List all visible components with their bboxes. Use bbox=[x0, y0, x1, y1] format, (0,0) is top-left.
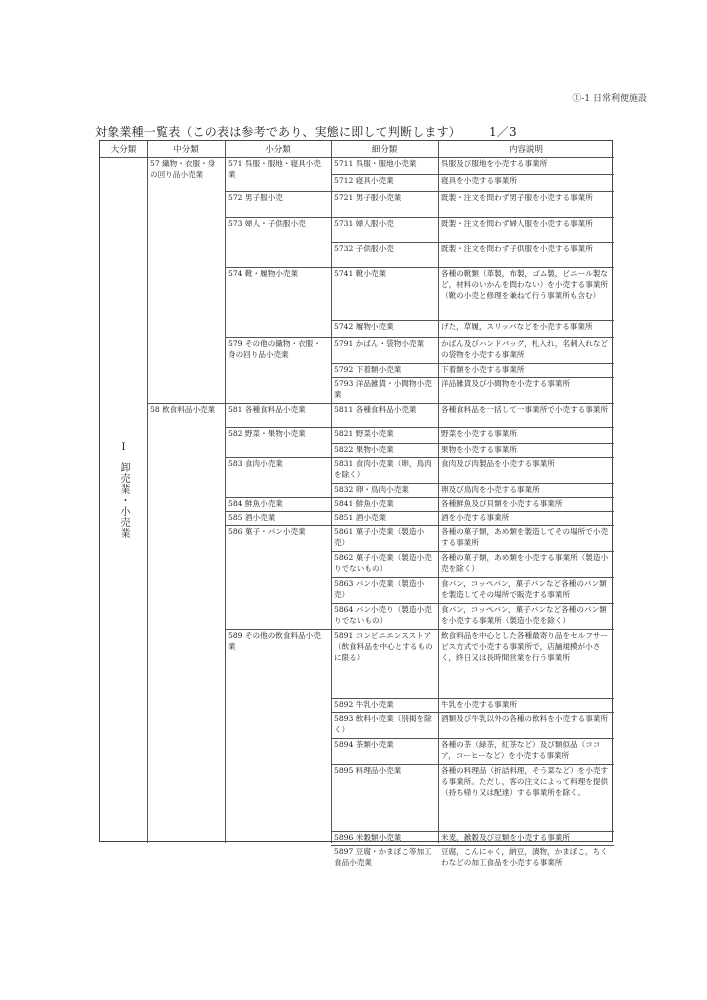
description-cell: 各種の菓子類，あめ類を製造してその場所で小売する事業所 bbox=[441, 527, 609, 547]
chu-category: 57 織物・衣服・身の回り品小売業 bbox=[150, 159, 216, 179]
sho-category: 574 靴・履物小売業 bbox=[228, 269, 299, 278]
sai-category: 5891 コンビニエンスストア（飲食料品を中心とするものに限る） bbox=[334, 631, 433, 662]
column-header-desc: 内容説明 bbox=[508, 145, 543, 155]
dai-number: I bbox=[121, 442, 126, 453]
sai-category: 5792 下着類小売業 bbox=[334, 365, 402, 374]
sai-category: 5793 洋品雑貨・小間物小売業 bbox=[334, 379, 432, 399]
sai-category: 5894 茶類小売業 bbox=[334, 740, 394, 749]
description-cell: 各種の靴類（革製，布製，ゴム製，ビニール製など，材料のいかんを問わない）を小売する事業所（靴の小売と修理を兼ねて行う事業所も含む） bbox=[441, 269, 609, 300]
description-cell: 洋品雑貨及び小間物を小売する事業所 bbox=[441, 379, 571, 388]
sho-category: 583 食肉小売業 bbox=[228, 459, 283, 468]
description-cell: 各種食料品を一括して一事業所で小売する事業所 bbox=[441, 405, 609, 414]
description-cell: 食肉及び肉製品を小売する事業所 bbox=[441, 459, 555, 468]
sho-category: 586 菓子・パン小売業 bbox=[228, 527, 306, 536]
sai-category: 5893 飲料小売業（別掲を除く） bbox=[334, 714, 432, 734]
sai-category: 5831 食肉小売業（卵，鳥肉を除く） bbox=[334, 459, 432, 479]
column-header-chu: 中分類 bbox=[173, 145, 199, 155]
description-cell: 既製・注文を問わず男子服を小売する事業所 bbox=[441, 193, 593, 202]
description-cell: 各種鮮魚及び貝類を小売する事業所 bbox=[441, 499, 563, 508]
description-cell: 豆腐，こんにゃく，納豆，漬物，かまぼこ，ちくわなどの加工食品を小売する事業所 bbox=[441, 847, 608, 867]
description-cell: 各種の茶（緑茶，紅茶など）及び類似品（ココア，コーヒーなど）を小売する事業所 bbox=[441, 740, 601, 760]
description-cell: 野菜を小売する事業所 bbox=[441, 429, 517, 438]
description-cell: 食パン，コッペパン，菓子パンなど各種のパン類を小売する事業所（製造小売を除く） bbox=[441, 605, 607, 625]
page-title-row bbox=[95, 123, 517, 140]
page-code: ①-1 日常利便施設 bbox=[572, 94, 647, 104]
chu-category: 58 飲食料品小売業 bbox=[150, 405, 216, 414]
sai-category: 5841 鮮魚小売業 bbox=[334, 499, 394, 508]
description-cell: げた，草履，スリッパなどを小売する事業所 bbox=[441, 322, 593, 331]
sho-category: 579 その他の織物・衣服・身の回り品小売業 bbox=[228, 339, 321, 359]
sai-category: 5897 豆腐・かまぼこ等加工食品小売業 bbox=[334, 847, 432, 867]
sho-category: 572 男子服小売 bbox=[228, 193, 283, 202]
page-indicator: 1／3 bbox=[489, 125, 517, 139]
sai-category: 5741 靴小売業 bbox=[334, 269, 387, 278]
sai-category: 5896 米穀類小売業 bbox=[334, 833, 402, 842]
sho-category: 582 野菜・果物小売業 bbox=[228, 429, 306, 438]
sho-category: 589 その他の飲食料品小売業 bbox=[228, 631, 321, 651]
sai-category: 5712 寝具小売業 bbox=[334, 176, 394, 185]
sai-category: 5821 野菜小売業 bbox=[334, 429, 394, 438]
sai-category: 5862 菓子小売業（製造小売りでないもの） bbox=[334, 553, 432, 573]
sai-category: 5811 各種食料品小売業 bbox=[334, 405, 417, 414]
sai-category: 5731 婦人服小売 bbox=[334, 219, 394, 228]
sai-category: 5742 履物小売業 bbox=[334, 322, 394, 331]
description-cell: 既製・注文を問わず子供服を小売する事業所 bbox=[441, 244, 593, 253]
sai-category: 5863 パン小売業（製造小売） bbox=[334, 579, 425, 599]
description-cell: 牛乳を小売する事業所 bbox=[441, 700, 517, 709]
sai-category: 5892 牛乳小売業 bbox=[334, 700, 394, 709]
column-header-dai: 大分類 bbox=[110, 145, 137, 155]
page-title: 対象業種一覧表（この表は参考であり、実態に即して判断します） bbox=[95, 125, 462, 139]
description-cell: 呉服及び服地を小売する事業所 bbox=[441, 159, 548, 168]
sai-category: 5832 卵・鳥肉小売業 bbox=[334, 485, 409, 494]
column-header-sho: 小分類 bbox=[265, 145, 291, 155]
dai-name: 卸売業・小売業 bbox=[118, 462, 129, 539]
sai-category: 5791 かばん・袋物小売業 bbox=[334, 339, 425, 348]
description-cell: かばん及びハンドバッグ，札入れ，名刺入れなどの袋物を小売する事業所 bbox=[441, 339, 609, 359]
sai-category: 5895 料理品小売業 bbox=[334, 766, 402, 775]
description-cell: 酒類及び牛乳以外の各種の飲料を小売する事業所 bbox=[441, 714, 609, 723]
dai-category bbox=[100, 441, 147, 543]
description-cell: 各種の料理品（折詰料理，そう菜など）を小売する事業所。ただし，客の注文によって料理を提供（持ち帰り又は配達）する事業所を除く。 bbox=[441, 766, 609, 797]
sho-category: 585 酒小売業 bbox=[228, 513, 276, 522]
description-cell: 既製・注文を問わず婦人服を小売する事業所 bbox=[441, 219, 593, 228]
sho-category: 584 鮮魚小売業 bbox=[228, 499, 283, 508]
sho-category: 581 各種食料品小売業 bbox=[228, 405, 306, 414]
sai-category: 5711 呉服・服地小売業 bbox=[334, 159, 417, 168]
sho-category: 571 呉服・服地・寝具小売業 bbox=[228, 159, 321, 179]
description-cell: 下着類を小売する事業所 bbox=[441, 365, 525, 374]
sai-category: 5861 菓子小売業（製造小売） bbox=[334, 527, 425, 547]
sai-category: 5851 酒小売業 bbox=[334, 513, 387, 522]
sai-category: 5721 男子服小売業 bbox=[334, 193, 402, 202]
industry-table bbox=[99, 140, 613, 867]
column-header-sai: 細分類 bbox=[371, 145, 398, 155]
description-cell: 果物を小売する事業所 bbox=[441, 445, 517, 454]
sho-category: 573 婦人・子供服小売 bbox=[228, 219, 306, 228]
description-cell: 米麦，雑穀及び豆類を小売する事業所 bbox=[441, 833, 571, 842]
description-cell: 卵及び鳥肉を小売する事業所 bbox=[441, 485, 540, 494]
description-cell: 酒を小売する事業所 bbox=[441, 513, 510, 522]
description-cell: 飲食料品を中心とした各種最寄り品をセルフサービス方式で小売する事業所で，店舗規模が小さく，終日又は長時間営業を行う事業所 bbox=[441, 631, 609, 662]
description-cell: 食パン，コッペパン，菓子パンなど各種のパン類を製造してその場所で販売する事業所 bbox=[441, 579, 607, 599]
sai-category: 5732 子供服小売 bbox=[334, 244, 394, 253]
sai-category: 5822 果物小売業 bbox=[334, 445, 394, 454]
description-cell: 寝具を小売する事業所 bbox=[441, 176, 517, 185]
description-cell: 各種の菓子類，あめ類を小売する事業所（製造小売を除く） bbox=[441, 553, 609, 573]
sai-category: 5864 パン小売り（製造小売りでないもの） bbox=[334, 605, 432, 625]
